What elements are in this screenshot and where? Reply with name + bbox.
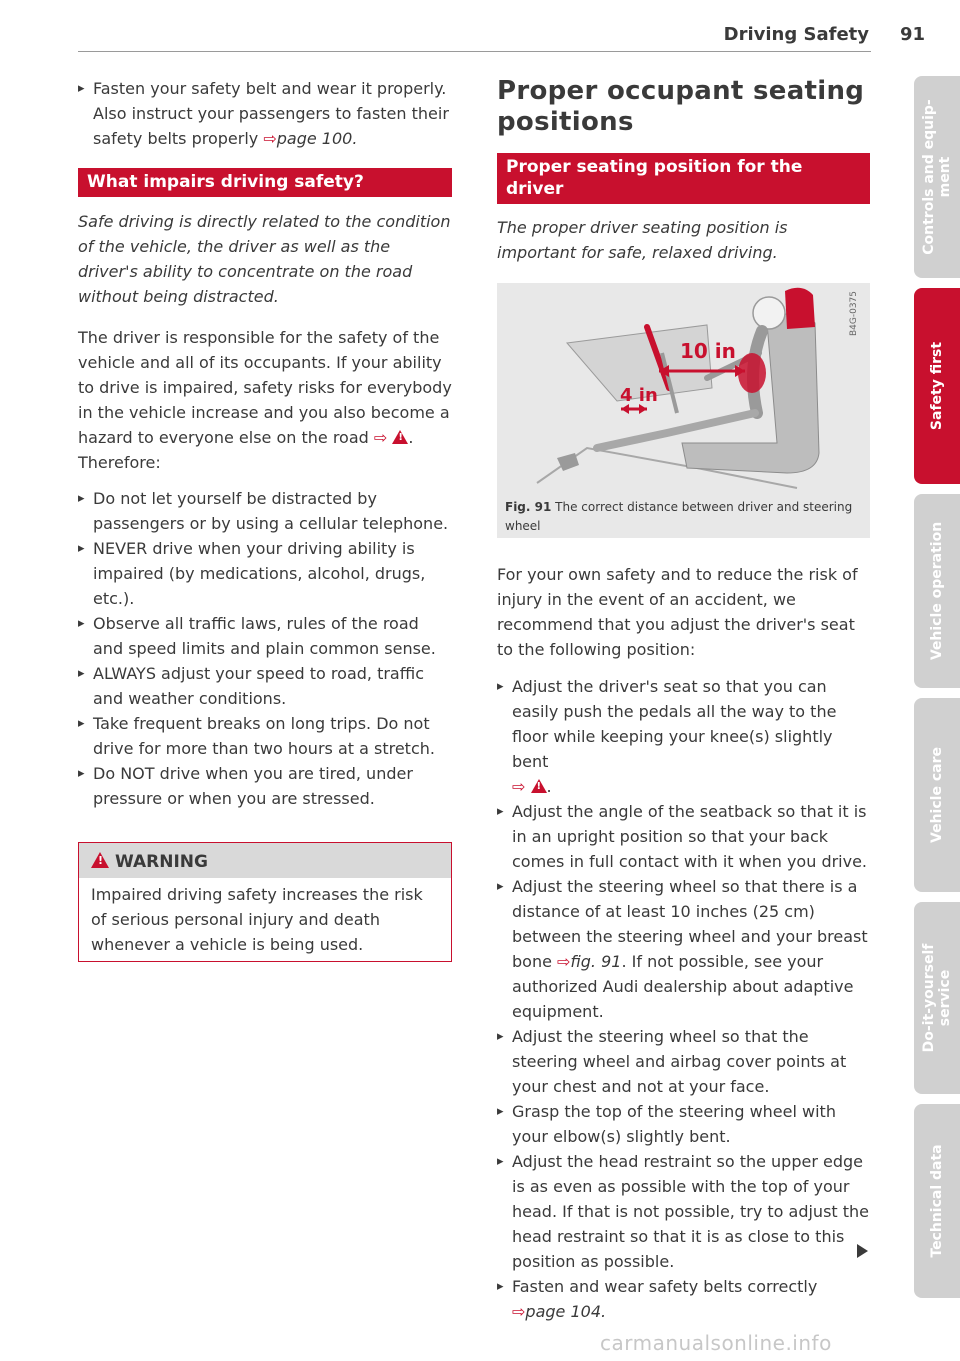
tab-label: Do-it-yourself service (921, 943, 953, 1053)
warning-header (79, 843, 451, 878)
right-column (497, 76, 870, 1324)
tab-do-it-yourself-service[interactable] (914, 902, 960, 1094)
body-paragraph-end: . (408, 428, 414, 447)
list-item: ▸ Take frequent breaks on long trips. Do not drive for more than two hours at a stretch. (78, 711, 452, 761)
list-item: ▸ Do NOT drive when you are tired, under pressure or when you are stressed. (78, 761, 452, 811)
page-ref-link[interactable]: page 104. (525, 1302, 607, 1321)
figure-caption (497, 494, 870, 538)
warning-ref-icon[interactable] (392, 430, 408, 444)
bullet-text: Fasten and wear safety belts correctly (512, 1277, 818, 1296)
intro-italic-text: Safe driving is directly related to the condition of the vehicle, the driver as well as the driver's ability to concentrate on the road without being distracted. (78, 212, 451, 306)
list-item: ▸ Adjust the head restraint so the upper edge is as even as possible with the top of your head. If that is not possible, try to adjust the head restraint so that it is as close to this position as possible. (497, 1149, 870, 1274)
warning-title: WARNING (115, 852, 208, 872)
therefore-text: Therefore: (78, 453, 161, 472)
bullet-text: Adjust the steering wheel so that there is a distance of at least 10 inches (25 cm) between the steering wheel and your breast bone (512, 877, 868, 971)
tab-controls-and-equipment[interactable] (914, 76, 960, 278)
list-item: ▸ Adjust the steering wheel so that the steering wheel and airbag cover points at your chest and not at your face. (497, 1024, 870, 1099)
tab-label: Vehicle operation (929, 521, 945, 661)
warning-box (78, 842, 452, 962)
page-number: 91 (900, 24, 926, 45)
list-item: ▸ Do not let yourself be distracted by passengers or by using a cellular telephone. (78, 486, 452, 536)
list-item (497, 674, 870, 799)
arrow-ref-icon: ⇨ (512, 777, 526, 796)
intro-italic-text: The proper driver seating position is important for safe, relaxed driving. (497, 218, 788, 262)
figure-label: Fig. 91 (505, 500, 552, 514)
left-column (78, 76, 452, 962)
arrow-ref-icon: ⇨ (512, 1302, 526, 1321)
warning-ref-icon[interactable] (531, 779, 547, 793)
tab-label: Controls and equip- ment (921, 99, 953, 255)
list-item: ▸ Observe all traffic laws, rules of the road and speed limits and plain common sense. (78, 611, 452, 661)
header-section-title: Driving Safety (723, 24, 869, 45)
figure-91 (497, 283, 870, 538)
header-divider (78, 51, 871, 52)
tab-label: Vehicle care (929, 747, 945, 843)
warning-triangle-icon (91, 852, 109, 868)
tab-label: Safety first (929, 341, 945, 431)
figure-code: B4G-0375 (849, 291, 859, 337)
list-item: ▸ Adjust the angle of the seatback so that it is in an upright position so that your back comes in full contact with it when you drive. (497, 799, 870, 874)
list-item (78, 76, 452, 151)
body-paragraph (78, 325, 452, 475)
tab-safety-first[interactable] (914, 288, 960, 484)
list-item (497, 1274, 870, 1324)
figure-caption-text: The correct distance between driver and steering wheel (505, 500, 853, 533)
section-heading-impairs: What impairs driving safety? (78, 168, 452, 197)
list-item (497, 874, 870, 1024)
page-title: Proper occupant seating positions (497, 76, 865, 137)
warning-text: Impaired driving safety increases the risk of serious personal injury and death whenever a vehicle is being used. (91, 885, 423, 954)
body-paragraph: For your own safety and to reduce the risk of injury in the event of an accident, we recommend that you adjust the driver's seat to the following position: (497, 565, 858, 659)
page-ref-link[interactable]: page 100. (276, 129, 358, 148)
driver-seating-illustration (497, 283, 870, 494)
impairment-bullet-list (78, 486, 452, 811)
bullet-after: . (546, 777, 552, 796)
figure-ref-link[interactable]: fig. 91 (570, 952, 622, 971)
intro-bullet-text: Fasten your safety belt and wear it properly. Also instruct your passengers to fasten their safety belts properly (93, 79, 449, 148)
arrow-ref-icon: ⇨ (557, 952, 571, 971)
intro-bullet-list (78, 76, 452, 151)
tab-label: Technical data (929, 1144, 945, 1258)
list-item: ▸ NEVER drive when your driving ability is impaired (by medications, alcohol, drugs, etc.). (78, 536, 452, 611)
arrow-ref-icon: ⇨ (263, 129, 277, 148)
arrow-ref-icon: ⇨ (373, 428, 388, 447)
figure-illustration (497, 283, 870, 494)
tab-technical-data[interactable] (914, 1104, 960, 1298)
bullet-after: . If not possible, see your authorized Audi dealership about adaptive equipment. (512, 952, 854, 1021)
body-paragraph-text: The driver is responsible for the safety of the vehicle and all of its occupants. If your ability to drive is impaired, safety risks for everybody in the vehicle increase and you also become a hazard to everyone else on the road (78, 328, 452, 447)
continued-arrow-icon (857, 1244, 868, 1258)
watermark-text: carmanualsonline.info (600, 1331, 832, 1355)
bullet-text: Adjust the driver's seat so that you can easily push the pedals all the way to the floor while keeping your knee(s) slightly bent (512, 677, 837, 771)
section-heading-driver-seating: Proper seating position for the driver (497, 153, 870, 204)
list-item: ▸ Grasp the top of the steering wheel with your elbow(s) slightly bent. (497, 1099, 870, 1149)
tab-vehicle-care[interactable] (914, 698, 960, 892)
label-4in: 4 in (620, 385, 658, 406)
tab-vehicle-operation[interactable] (914, 494, 960, 688)
label-10in: 10 in (680, 339, 736, 363)
seating-bullet-list (497, 674, 870, 1324)
list-item: ▸ ALWAYS adjust your speed to road, traffic and weather conditions. (78, 661, 452, 711)
